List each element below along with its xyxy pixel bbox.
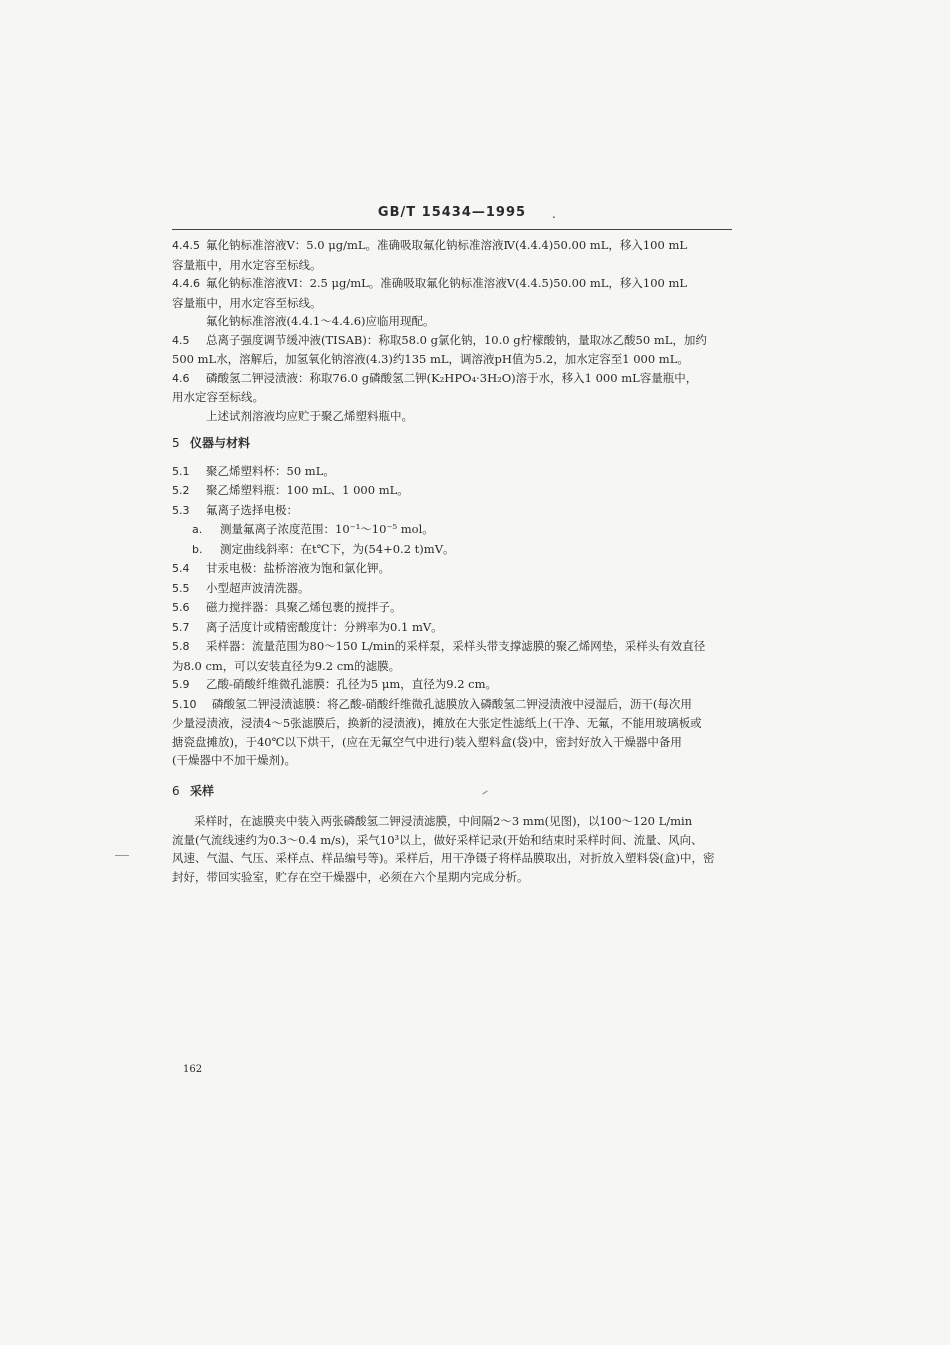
clause-5-4 <box>172 559 734 579</box>
header-rule <box>172 229 732 230</box>
clause-number: 5.3 <box>172 503 190 517</box>
standard-code-header: GB/T 15434—1995 <box>377 205 527 220</box>
section-6-heading <box>172 782 734 801</box>
clause-number: 5.6 <box>172 601 190 614</box>
clause-5-5 <box>172 579 734 599</box>
margin-mark <box>115 855 129 856</box>
page-number: 162 <box>183 1064 203 1075</box>
clause-4-6-cont: 用水定容至标线。 <box>172 390 264 404</box>
header-dot: . <box>552 207 556 221</box>
clause-4-note: 上述试剂溶液均应贮于聚乙烯塑料瓶中。 <box>206 408 413 423</box>
clause-5-8-cont: 为8.0 cm，可以安装直径为9.2 cm的滤膜。 <box>172 658 401 673</box>
clause-4-4-note: 氟化钠标准溶液(4.4.1～4.4.6)应临用现配。 <box>206 314 435 328</box>
clause-4-6 <box>172 369 734 389</box>
clause-number: 5.1 <box>172 464 190 478</box>
clause-5-3-b <box>172 540 734 560</box>
clause-5-10 <box>172 695 734 715</box>
section-6-para-line-1: 采样时，在滤膜夹中装入两张磷酸氢二钾浸渍滤膜，中间隔2～3 mm(见图)，以100～120 L/min <box>194 814 693 828</box>
clause-text: 总离子强度调节缓冲液(TISAB)：称取58.0 g氯化钠，10.0 g柠檬酸钠，量取冰乙酸50 mL，加约 <box>206 332 707 347</box>
section-5-heading <box>172 434 734 453</box>
clause-5-7 <box>172 618 734 638</box>
clause-number: 5.2 <box>172 484 190 497</box>
clause-number: 5.8 <box>172 640 190 653</box>
section-6-para-line-3: 风速、气温、气压、采样点、样品编号等)。采样后，用干净镊子将样品膜取出，对折放入塑料袋(盒)中，密 <box>172 851 715 865</box>
clause-5-9 <box>172 675 734 695</box>
clause-text: 甘汞电极：盐桥溶液为饱和氯化钾。 <box>206 561 390 575</box>
clause-5-3-a <box>172 520 734 540</box>
clause-5-3 <box>172 501 734 521</box>
clause-4-4-6 <box>172 274 734 294</box>
clause-5-1 <box>172 462 734 482</box>
clause-number: 5.9 <box>172 678 190 691</box>
clause-4-4-5-cont: 容量瓶中，用水定容至标线。 <box>172 257 322 272</box>
clause-4-5 <box>172 331 734 351</box>
clause-number: 4.5 <box>172 333 190 347</box>
clause-5-8 <box>172 637 734 657</box>
clause-text: 氟化钠标准溶液Ⅵ：2.5 μg/mL。准确吸取氟化钠标准溶液Ⅴ(4.4.5)50.00 mL，移入100 mL <box>206 276 688 290</box>
item-text: 测量氟离子浓度范围：10⁻¹～10⁻⁵ mol。 <box>220 522 434 536</box>
clause-text: 乙酸-硝酸纤维微孔滤膜：孔径为5 μm，直径为9.2 cm。 <box>206 677 498 691</box>
clause-5-6 <box>172 598 734 618</box>
clause-text: 氟化钠标准溶液Ⅴ：5.0 μg/mL。准确吸取氟化钠标准溶液Ⅳ(4.4.4)50.00 mL，移入100 mL <box>206 238 687 252</box>
clause-number: 4.6 <box>172 371 190 385</box>
clause-5-10-cont-1: 少量浸渍液，浸渍4～5张滤膜后，换新的浸渍液)，摊放在大张定性滤纸上(干净、无氟，不能用玻璃板或 <box>172 716 702 730</box>
item-label: b. <box>192 542 203 556</box>
clause-text: 氟离子选择电极： <box>206 502 298 517</box>
section-number: 6 <box>172 783 180 798</box>
section-number: 5 <box>172 436 180 450</box>
item-label: a. <box>192 523 203 536</box>
section-title: 采样 <box>190 783 215 798</box>
clause-number: 4.4.5 <box>172 239 200 252</box>
clause-5-2 <box>172 481 734 501</box>
clause-number: 4.4.6 <box>172 277 200 290</box>
clause-number: 5.10 <box>172 697 197 711</box>
clause-4-4-5 <box>172 236 734 256</box>
item-text: 测定曲线斜率：在t℃下，为(54+0.2 t)mV。 <box>220 541 455 556</box>
clause-4-4-6-cont: 容量瓶中，用水定容至标线。 <box>172 295 322 310</box>
clause-number: 5.5 <box>172 581 190 595</box>
clause-text: 磷酸氢二钾浸渍滤膜：将乙酸-硝酸纤维微孔滤膜放入磷酸氢二钾浸渍液中浸湿后，沥干(每次用 <box>212 696 692 711</box>
clause-text: 磁力搅拌器：具聚乙烯包裹的搅拌子。 <box>206 600 402 614</box>
clause-text: 离子活度计或精密酸度计：分辨率为0.1 mV。 <box>206 619 443 634</box>
section-6-para-line-2: 流量(气流线速约为0.3～0.4 m/s)，采气10³以上，做好采样记录(开始和结束时采样时间、流量、风向、 <box>172 832 703 847</box>
section-title: 仪器与材料 <box>190 436 251 450</box>
clause-text: 聚乙烯塑料瓶：100 mL、1 000 mL。 <box>206 483 409 497</box>
clause-text: 采样器：流量范围为80～150 L/min的采样泵，采样头带支撑滤膜的聚乙烯网垫，采样头有效直径 <box>206 639 706 653</box>
clause-number: 5.4 <box>172 562 190 575</box>
clause-number: 5.7 <box>172 620 190 634</box>
clause-text: 聚乙烯塑料杯：50 mL。 <box>206 463 335 478</box>
clause-5-10-cont-3: (干燥器中不加干燥剂)。 <box>172 753 296 767</box>
clause-text: 小型超声波清洗器。 <box>206 580 310 595</box>
body-text <box>172 236 734 886</box>
clause-text: 磷酸氢二钾浸渍液：称取76.0 g磷酸氢二钾(K₂HPO₄·3H₂O)溶于水，移入1 000 mL容量瓶中， <box>206 370 698 385</box>
clause-4-5-cont: 500 mL水，溶解后，加氢氧化钠溶液(4.3)约135 mL，调溶液pH值为5.2，加水定容至1 000 mL。 <box>172 352 689 366</box>
section-6-para-line-4: 封好，带回实验室，贮存在空干燥器中，必须在六个星期内完成分析。 <box>172 869 529 884</box>
clause-5-10-cont-2: 搪瓷盘摊放)，于40℃以下烘干，(应在无氟空气中进行)装入塑料盒(袋)中，密封好放入干燥器中备用 <box>172 734 682 749</box>
